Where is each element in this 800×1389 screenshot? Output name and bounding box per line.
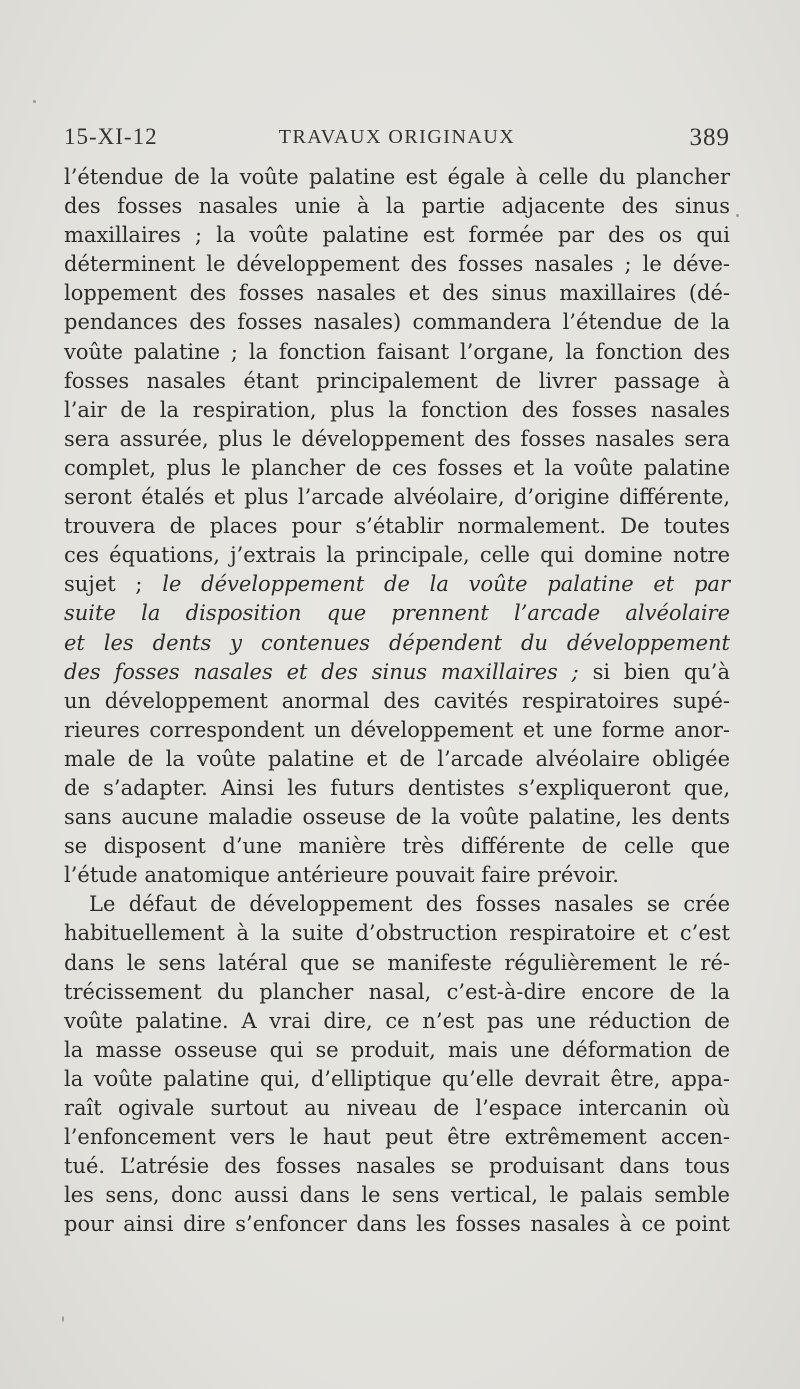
text-line: sera assurée, plus le développement des fosses nasales sera	[64, 426, 730, 451]
text-line: se disposent d’une manière très différente de celle que	[64, 834, 730, 859]
text-line: pendances des fosses nasales) commandera l’étendue de la	[64, 310, 730, 335]
text-line: rieures correspondent un développement et une forme anor-	[64, 717, 730, 742]
text-line: dans le sens latéral que se manifeste régulièrement le ré-	[64, 950, 730, 975]
text-line: seront étalés et plus l’arcade alvéolaire, d’origine différente,	[64, 485, 730, 510]
body-text	[64, 163, 730, 1239]
text-line: l’étude anatomique antérieure pouvait faire prévoir.	[64, 863, 619, 888]
text-line: ces équations, j’extrais la principale, celle qui domine notre	[64, 543, 730, 568]
running-header	[64, 124, 730, 160]
paper-speck	[33, 100, 36, 103]
paper-speck	[736, 214, 739, 217]
text-line: des fosses nasales unie à la partie adjacente des sinus	[64, 194, 730, 219]
text-line: raît ogivale surtout au niveau de l’espace intercanin où	[64, 1096, 730, 1120]
text-line: fosses nasales étant principalement de livrer passage à	[64, 368, 730, 393]
text-line: la voûte palatine qui, d’elliptique qu’elle devrait être, appa-	[64, 1066, 730, 1091]
text-line: voûte palatine ; la fonction faisant l’organe, la fonction des	[64, 339, 730, 364]
text-line-italic: suite la disposition que prennent l’arcade alvéolaire	[64, 601, 730, 626]
text-line: loppement des fosses nasales et des sinus maxillaires (dé-	[64, 281, 730, 306]
text-line: maxillaires ; la voûte palatine est formée par des os qui	[64, 223, 730, 248]
paper-speck	[62, 1316, 64, 1322]
text-line: l’étendue de la voûte palatine est égale à celle du plancher	[64, 165, 730, 189]
text-line: sujet ; le développement de la voûte palatine et par	[64, 572, 730, 597]
text-line: tué. L’atrésie des fosses nasales se produisant dans tous	[64, 1154, 730, 1179]
paragraph-first-line: Le défaut de développement des fosses nasales se crée	[89, 892, 730, 917]
text-line: déterminent le développement des fosses nasales ; le déve-	[64, 252, 730, 277]
text-line: l’air de la respiration, plus la fonction des fosses nasales	[64, 397, 730, 422]
text-line-italic: et les dents y contenues dépendent du développement	[64, 630, 730, 655]
text-line: un développement anormal des cavités respiratoires supé-	[64, 688, 730, 713]
text-line: sans aucune maladie osseuse de la voûte palatine, les dents	[64, 805, 730, 830]
text-line: trécissement du plancher nasal, c’est-à-dire encore de la	[64, 979, 730, 1004]
text-line: habituellement à la suite d’obstruction respiratoire et c’est	[64, 921, 730, 946]
text-line: les sens, donc aussi dans le sens vertical, le palais semble	[64, 1183, 730, 1208]
text-line: l’enfoncement vers le haut peut être extrêmement accen-	[64, 1125, 730, 1150]
text-line: male de la voûte palatine et de l’arcade alvéolaire obligée	[64, 746, 730, 771]
issue-date-label: 15-XI-12	[64, 124, 158, 149]
text-line: complet, plus le plancher de ces fosses et la voûte palatine	[64, 455, 730, 480]
page-number: 389	[689, 124, 730, 151]
italic-text: des fosses nasales et des sinus maxillaires ;	[64, 659, 579, 684]
text-line: de s’adapter. Ainsi les futurs dentistes s’expliqueront que,	[64, 775, 730, 800]
section-title: TRAVAUX ORIGINAUX	[278, 126, 516, 148]
text-line: la masse osseuse qui se produit, mais une déformation de	[64, 1037, 730, 1062]
text-line: des fosses nasales et des sinus maxillaires ; si bien qu’à	[64, 659, 731, 684]
italic-text: le développement de la voûte palatine et par	[162, 572, 730, 597]
text-line: trouvera de places pour s’établir normalement. De toutes	[64, 514, 730, 539]
text-line: voûte palatine. A vrai dire, ce n’est pas une réduction de	[64, 1008, 730, 1033]
text-line: pour ainsi dire s’enfoncer dans les fosses nasales à ce point	[64, 1212, 730, 1237]
